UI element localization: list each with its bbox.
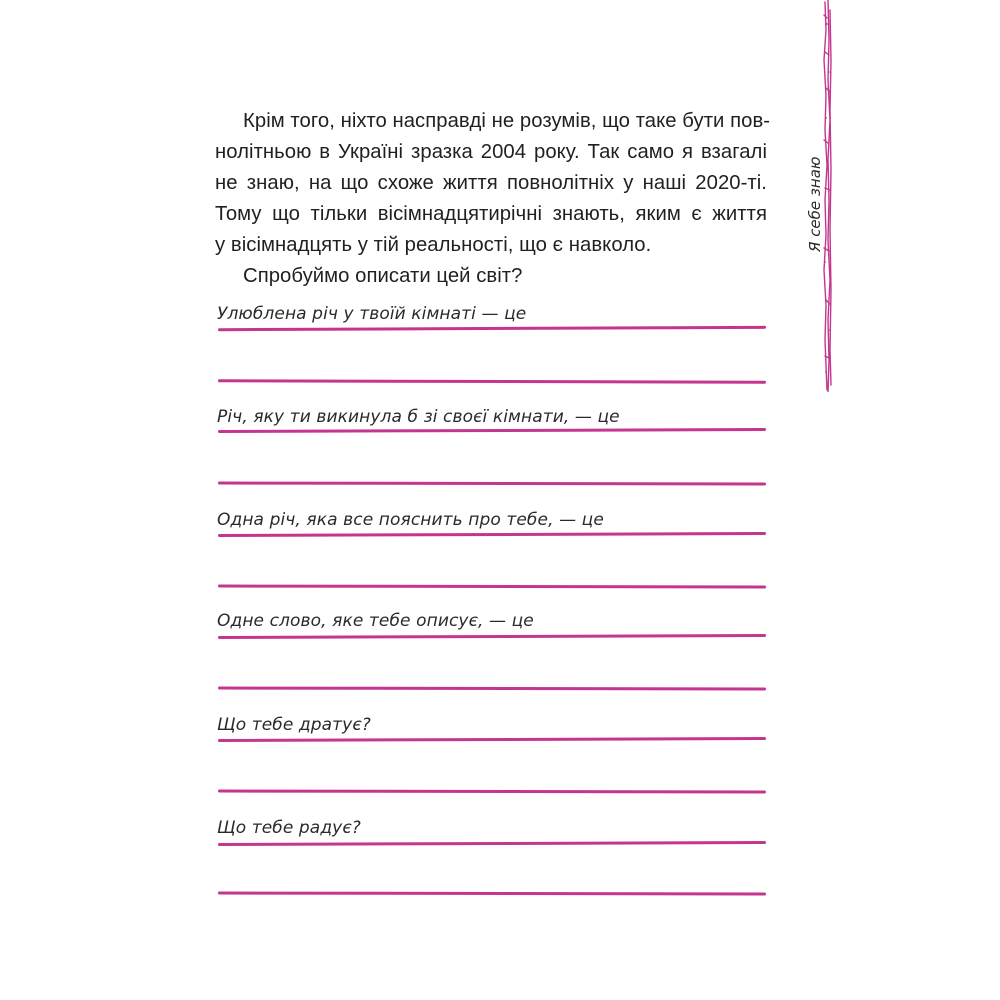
answer-line[interactable]: [218, 585, 766, 589]
intro-text: [215, 106, 771, 292]
intro-line: Тому що тільки вісімнадцятирічні знають, яким є життя: [215, 203, 767, 225]
answer-line[interactable]: [218, 892, 766, 896]
answer-line[interactable]: [218, 428, 766, 433]
intro-question: Спробуймо описати цей світ?: [243, 265, 523, 287]
prompt-thing-to-throw-away: Річ, яку ти викинула б зі своєї кімнати, — це: [217, 407, 620, 427]
section-label: Я себе знаю: [806, 156, 824, 252]
intro-line: Крім того, ніхто насправді не розумів, що таке бути пов-: [243, 110, 771, 132]
prompt-thing-explaining-you: Одна річ, яка все пояснить про тебе, — це: [217, 510, 604, 530]
answer-line[interactable]: [218, 841, 766, 846]
decorative-edge-stripe: [823, 0, 832, 392]
intro-line: нолітньою в Україні зразка 2004 року. Так само я взагалі: [215, 141, 767, 163]
answer-line[interactable]: [218, 790, 766, 794]
answer-line[interactable]: [218, 687, 766, 691]
answer-line[interactable]: [218, 379, 766, 383]
answer-line[interactable]: [218, 482, 766, 486]
intro-line: у вісімнадцять у тій реальності, що є навколо.: [215, 234, 652, 256]
answer-line[interactable]: [218, 737, 766, 742]
answer-line[interactable]: [218, 532, 766, 537]
answer-line[interactable]: [218, 634, 766, 639]
prompt-what-annoys: Що тебе дратує?: [217, 715, 371, 735]
prompt-what-pleases: Що тебе радує?: [217, 818, 361, 838]
prompt-one-word: Одне слово, яке тебе описує, — це: [217, 611, 534, 631]
prompt-favorite-thing: Улюблена річ у твоїй кімнаті — це: [217, 304, 527, 324]
answer-line[interactable]: [218, 326, 766, 331]
intro-line: не знаю, на що схоже життя повнолітніх у наші 2020-ті.: [215, 172, 767, 194]
